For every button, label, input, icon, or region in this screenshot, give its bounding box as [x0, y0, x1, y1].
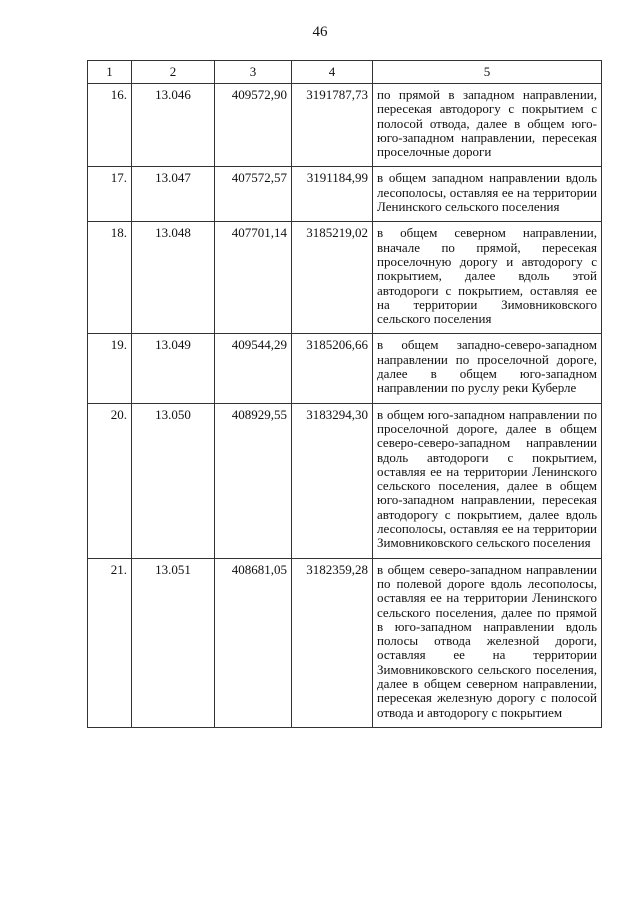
- x-coordinate: 407572,57: [215, 167, 292, 222]
- row-index: 19.: [88, 334, 132, 403]
- row-index: 16.: [88, 84, 132, 167]
- page-number: 46: [312, 24, 328, 40]
- point-number: 13.048: [132, 222, 215, 334]
- point-number: 13.047: [132, 167, 215, 222]
- table-row: [88, 558, 602, 727]
- boundary-description: в общем северном направлении, вначале по прямой, пересекая проселочную дорогу и автодорогу с покрытием, далее вдоль этой автодороги с покрытием, оставляя ее на территории Зимовниковского сельского поселения: [373, 222, 602, 334]
- y-coordinate: 3183294,30: [292, 403, 373, 558]
- x-coordinate: 407701,14: [215, 222, 292, 334]
- boundary-points-table: [87, 60, 602, 728]
- boundary-description: в общем западном направлении вдоль лесополосы, оставляя ее на территории Ленинского сельского поселения: [373, 167, 602, 222]
- column-header-x-coordinate: 3: [215, 61, 292, 84]
- y-coordinate: 3191184,99: [292, 167, 373, 222]
- point-number: 13.049: [132, 334, 215, 403]
- y-coordinate: 3182359,28: [292, 558, 373, 727]
- table-row: [88, 222, 602, 334]
- point-number: 13.046: [132, 84, 215, 167]
- x-coordinate: 408929,55: [215, 403, 292, 558]
- row-index: 17.: [88, 167, 132, 222]
- y-coordinate: 3185219,02: [292, 222, 373, 334]
- boundary-description: в общем юго-западном направлении по проселочной дороге, далее в общем северо-северо-западном направлении вдоль автодороги с покрытием, оставляя ее на территории Ленинского сельского поселения, далее в общем юго-западном направлении, пересекая автодорогу с покрытием, далее вдоль лесополосы, оставляя ее на территории Зимовниковского сельского поселения: [373, 403, 602, 558]
- table-row: [88, 167, 602, 222]
- column-header-index: 1: [88, 61, 132, 84]
- point-number: 13.051: [132, 558, 215, 727]
- table-row: [88, 84, 602, 167]
- row-index: 20.: [88, 403, 132, 558]
- y-coordinate: 3191787,73: [292, 84, 373, 167]
- row-index: 18.: [88, 222, 132, 334]
- table-row: [88, 403, 602, 558]
- row-index: 21.: [88, 558, 132, 727]
- x-coordinate: 409544,29: [215, 334, 292, 403]
- table-row: [88, 334, 602, 403]
- y-coordinate: 3185206,66: [292, 334, 373, 403]
- boundary-description: в общем западно-северо-западном направлении по проселочной дороге, далее в общем юго-западном направлении по руслу реки Куберле: [373, 334, 602, 403]
- table-header-row: [88, 61, 602, 84]
- x-coordinate: 408681,05: [215, 558, 292, 727]
- boundary-description: в общем северо-западном направлении по полевой дороге вдоль лесополосы, оставляя ее на территории Ленинского сельского поселения, далее по прямой в юго-западном направлении вдоль полосы отвода железной дороги, оставляя ее на территории Зимовниковского сельского поселения, далее в общем северном направлении, пересекая железную дорогу с полосой отвода и автодорогу с покрытием: [373, 558, 602, 727]
- boundary-description: по прямой в западном направлении, пересекая автодорогу с покрытием с полосой отвода, далее в общем юго-юго-западном направлении, пересекая проселочные дороги: [373, 84, 602, 167]
- column-header-point-number: 2: [132, 61, 215, 84]
- column-header-description: 5: [373, 61, 602, 84]
- column-header-y-coordinate: 4: [292, 61, 373, 84]
- x-coordinate: 409572,90: [215, 84, 292, 167]
- point-number: 13.050: [132, 403, 215, 558]
